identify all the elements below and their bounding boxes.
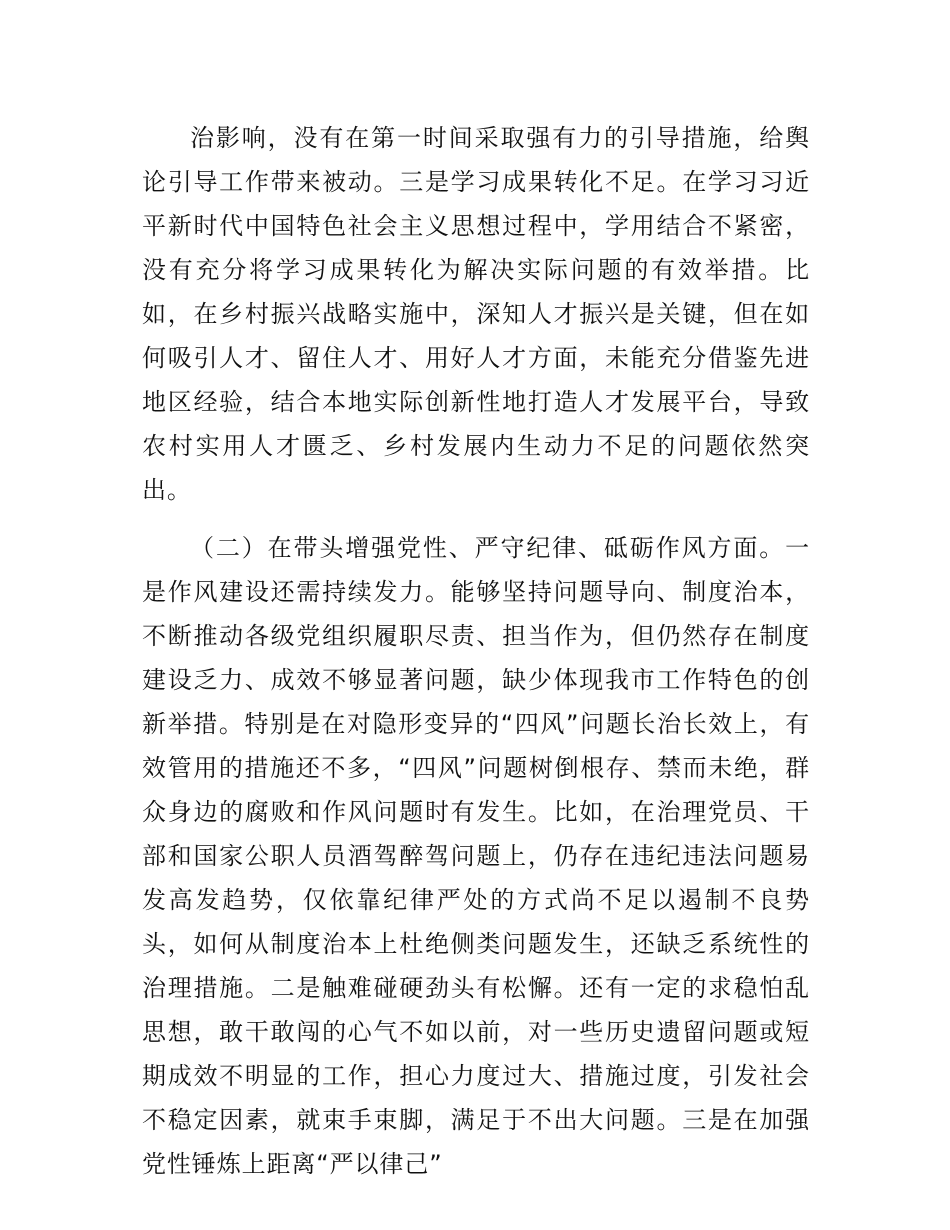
paragraph-learning-results: 治影响，没有在第一时间采取强有力的引导措施，给舆论引导工作带来被动。三是学习成果转化不足。在学习习近平新时代中国特色社会主义思想过程中，学用结合不紧密，没有充分将学习成果转化为解决实际问题的有效举措。比如，在乡村振兴战略实施中，深知人才振兴是关键，但在如何吸引人才、留住人才、用好人才方面，未能充分借鉴先进地区经验，结合本地实际创新性地打造人才发展平台，导致农村实用人才匮乏、乡村发展内生动力不足的问题依然突出。 — [142, 124, 810, 504]
document-body — [142, 116, 810, 1186]
paragraph-party-discipline: （二）在带头增强党性、严守纪律、砥砺作风方面。一是作风建设还需持续发力。能够坚持问题导向、制度治本，不断推动各级党组织履职尽责、担当作为，但仍然存在制度建设乏力、成效不够显著问题，缺少体现我市工作特色的创新举措。特别是在对隐形变异的“四风”问题长治长效上，有效管用的措施还不多，“四风”问题树倒根存、禁而未绝，群众身边的腐败和作风问题时有发生。比如，在治理党员、干部和国家公职人员酒驾醉驾问题上，仍存在违纪违法问题易发高发趋势，仅依靠纪律严处的方式尚不足以遏制不良势头，如何从制度治本上杜绝侧类问题发生，还缺乏系统性的治理措施。二是触难碰硬劲头有松懈。还有一定的求稳怕乱思想，敢干敢闯的心气不如以前，对一些历史遗留问题或短期成效不明显的工作，担心力度过大、措施过度，引发社会不稳定因素，就束手束脚，满足于不出大问题。三是在加强党性锤炼上距离“严以律己” — [142, 534, 810, 1178]
